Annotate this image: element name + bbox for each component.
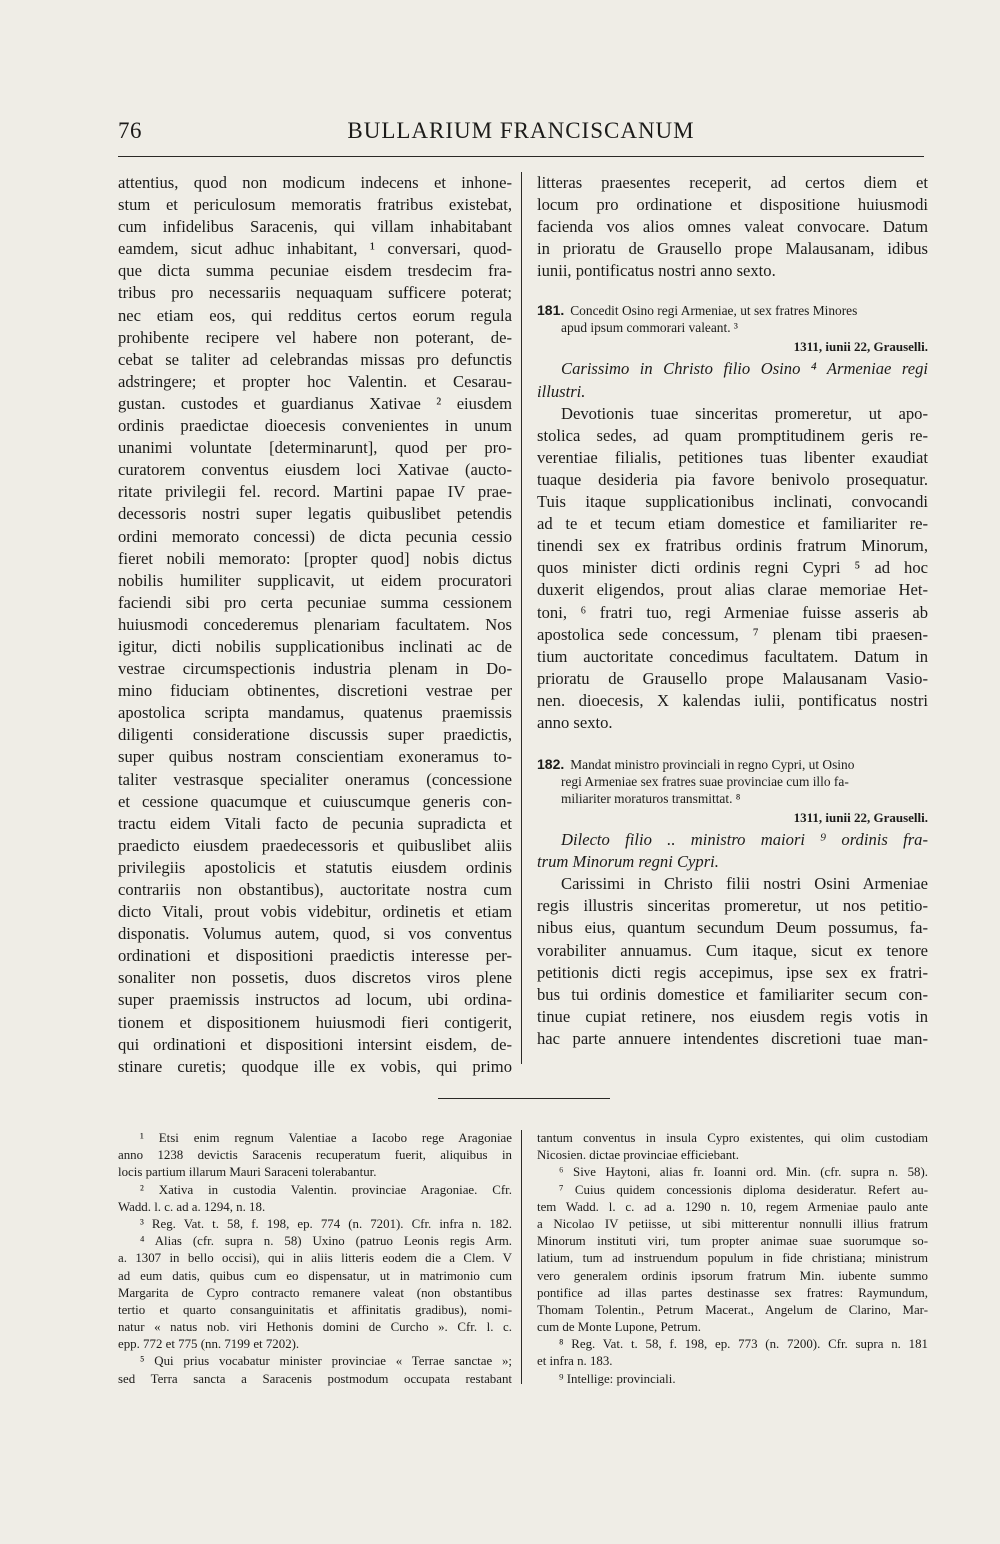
text-line: nen. dioecesis, X kalendas iulii, pontificatus nostri bbox=[537, 690, 928, 710]
page-number: 76 bbox=[118, 118, 142, 143]
footnote-line: Margarita de Cypro contracto remanere valeat (non obstantibus bbox=[118, 1285, 512, 1300]
left-column bbox=[118, 172, 512, 1078]
footnote-line: latium, tum ad instruendum populum in fide christiana; ministrum bbox=[537, 1251, 928, 1266]
text-line: huiusmodi concederemus plenariam facultatem. Nos bbox=[118, 614, 512, 634]
text-line: super praemissis instructos ad locum, ubi ordina- bbox=[118, 990, 512, 1010]
text-line: prohibente recipere vel habere non poterant, de- bbox=[118, 327, 512, 347]
footnote-line: ad eum datis, quibus cum eo dispensatur, ut in matrimonio cum bbox=[118, 1268, 512, 1283]
text-line: taliter vestrasque specialiter oneramus (concessione bbox=[118, 769, 512, 789]
text-line: stum et periculosum memoratis fratribus existebat, bbox=[118, 195, 512, 215]
footnote-column-divider bbox=[521, 1130, 522, 1384]
text-line: apostolica scripta mandamus, quatenus praemissis bbox=[118, 703, 512, 723]
entry-number: 181. bbox=[537, 302, 565, 319]
text-line: tractu eidem Vitali facto de pecunia supradicta et bbox=[118, 813, 512, 833]
footnote-line: ⁵ Qui prius vocabatur minister provinciae « Terrae sanctae »; bbox=[140, 1354, 512, 1369]
entry-summary-line bbox=[537, 302, 928, 319]
footnote-line: ¹ Etsi enim regnum Valentiae a Iacobo rege Aragoniae bbox=[140, 1131, 512, 1145]
text-line: adstringere; et propter hoc Valentin. et Cesarau- bbox=[118, 371, 512, 391]
text-line: ritate privilegii fel. record. Martini papae IV prae- bbox=[118, 482, 512, 502]
text-line: faciendi sibi pro certa pecuniae summa cessionem bbox=[118, 592, 512, 612]
text-line: dicto Vitali, prout vobis videbitur, ordinetis et etiam bbox=[118, 902, 512, 922]
footnote-line: ⁴ Alias (cfr. supra n. 58) Uxino (patruo Leonis regis Arm. bbox=[140, 1234, 512, 1249]
footnotes-left bbox=[118, 1130, 512, 1388]
footnote-line: locis partium illarum Mauri Saraceni tolerabantur. bbox=[118, 1165, 377, 1180]
footnote-line: tem Wadd. l. c. ad a. 1290 n. 10, regem Armeniae paulo ante bbox=[537, 1199, 928, 1214]
text-line: disponatis. Volumus autem, quod, si vos conventus bbox=[118, 924, 512, 944]
text-line: Tuis itaque supplicationibus inclinati, convocandi bbox=[537, 492, 928, 512]
text-line: unanimi voluntate [determinarunt], quod per pro- bbox=[118, 438, 512, 458]
text-line: hac parte annuere intendentes discretioni tuae man- bbox=[537, 1028, 928, 1048]
text-line: decessoris nostri super legatis quibuslibet petendis bbox=[118, 504, 512, 524]
column-divider bbox=[521, 172, 522, 1064]
running-title: BULLARIUM FRANCISCANUM bbox=[347, 118, 695, 143]
footnote-line: ² Xativa in custodia Valentin. provinciae Aragoniae. Cfr. bbox=[140, 1182, 512, 1197]
text-line: ordini memorato concessi) de dicta pecunia cessio bbox=[118, 526, 512, 546]
text-line: regis illustris sinceritas promeretur, ut nos petitio- bbox=[537, 896, 928, 916]
entry-address: illustri. bbox=[537, 381, 586, 401]
text-line: petitionis dicti regis accepimus, ipse sex ex fratri- bbox=[537, 962, 928, 982]
entry-summary-text: Concedit Osino regi Armeniae, ut sex fratres Minores bbox=[570, 303, 858, 319]
text-line: praedicto eiusdem praedecessoris et quibuslibet aliis bbox=[118, 835, 512, 855]
right-column bbox=[537, 172, 928, 1050]
footnote-line: tantum conventus in insula Cypro existentes, qui olim custodiam bbox=[537, 1131, 928, 1145]
text-line: mino fiduciam obtinentes, discretioni vestrae per bbox=[118, 681, 512, 701]
text-line: ordinis praedictae dioecesis convenientes in unum bbox=[118, 416, 512, 436]
footnote-line: a Nicolao IV petiisse, ut sibi mitterentur nonnulli illius fratrum bbox=[537, 1216, 928, 1231]
text-line: tuaque desideria pia favore benivolo prosequatur. bbox=[537, 469, 928, 489]
entry-summary-line: apud ipsum commorari valeant. ³ bbox=[561, 320, 738, 336]
footnotes-right bbox=[537, 1130, 928, 1388]
text-line: anno sexto. bbox=[537, 712, 613, 732]
text-line: ordinationi et dispositioni praedictis interesse per- bbox=[118, 946, 512, 966]
footnote-line: Nicosien. dictae provinciae efficiebant. bbox=[537, 1148, 739, 1163]
spacer bbox=[537, 282, 928, 302]
footnote-line: ⁶ Sive Haytoni, alias fr. Ioanni ord. Min. (cfr. supra n. 58). bbox=[559, 1165, 928, 1180]
text-line: vestrae circumspectionis industria plenam in Do- bbox=[118, 659, 512, 679]
entry-date: 1311, iunii 22, Grauselli. bbox=[793, 810, 928, 826]
footnote-line: vero generalem ordinis ipsorum fratrum Min. iubente summo bbox=[537, 1268, 928, 1283]
entry-number: 182. bbox=[537, 756, 565, 773]
page-header bbox=[118, 118, 924, 152]
text-line: nibus eius, quantum secundum Deum possumus, fa- bbox=[537, 918, 928, 938]
footnote-line: Minorum instituti viri, tum propter animae suae suorumque so- bbox=[537, 1234, 928, 1249]
entry-address: Carissimo in Christo filio Osino ⁴ Armeniae regi bbox=[561, 359, 928, 379]
text-line: quos minister dicti ordinis regni Cypri ⁵ ad hoc bbox=[537, 558, 928, 578]
entry-summary-line bbox=[537, 756, 928, 773]
text-line: attentius, quod non modicum indecens et inhone- bbox=[118, 173, 512, 192]
text-line: tionem et dispositionem huiusmodi fieri contigerit, bbox=[118, 1012, 512, 1032]
footnote-line: epp. 772 et 775 (nn. 7199 et 7202). bbox=[118, 1337, 300, 1352]
text-line: curatorem conventus eiusdem loci Xativae (aucto- bbox=[118, 460, 512, 480]
text-line: tium auctoritate concedimus facultatem. Datum in bbox=[537, 646, 928, 666]
text-line: cebat se taliter ad celebrandas missas pro defunctis bbox=[118, 349, 512, 369]
text-line: contrariis non obstantibus), auctoritate nostra cum bbox=[118, 880, 512, 899]
text-line: et cessione quacumque et cuiuscumque generis con- bbox=[118, 791, 512, 811]
footnote-line: a. 1307 in bello occisi), qui in aliis litteris eodem die a Clem. V bbox=[118, 1251, 512, 1266]
footnote-line: cum de Monte Lupone, Petrum. bbox=[537, 1320, 701, 1335]
entry-summary-line: miliariter moraturos transmittat. ⁸ bbox=[561, 791, 741, 807]
text-line: gustan. custodes et guardianus Xativae ² eiusdem bbox=[118, 393, 512, 413]
text-line: fieret nobili memorato: [propter quod] nobis dictus bbox=[118, 548, 512, 568]
text-line: tribus pro necessariis nequaquam sufficere poterat; bbox=[118, 283, 512, 303]
text-line: iunii, pontificatus nostri anno sexto. bbox=[537, 261, 776, 281]
header-rule bbox=[118, 156, 924, 157]
text-line: eamdem, sicut adhuc inhabitant, ¹ conversari, quod- bbox=[118, 239, 512, 259]
text-line: litteras praesentes receperit, ad certos diem et bbox=[537, 173, 928, 192]
entry-summary-text: Mandat ministro provinciali in regno Cypri, ut Osino bbox=[570, 757, 855, 773]
footnote-line: ⁹ Intellige: provinciali. bbox=[559, 1371, 676, 1386]
footnote-line: Thomam Tolentin., Petrum Macerat., Angelum de Clarino, Mar- bbox=[537, 1302, 928, 1317]
text-line: ad te et tecum etiam domestice et familiariter re- bbox=[537, 514, 928, 534]
text-line: vorabiliter annuamus. Cum itaque, sicut ex tenore bbox=[537, 940, 928, 960]
footnote-line: pontifice ad illas partes destinasse sex fratres: Raymundum, bbox=[537, 1285, 928, 1300]
footnote-line: sed Terra sancta a Saracenis postmodum occupata restabant bbox=[118, 1371, 512, 1386]
text-line: super quibus nostram conscientiam exoneramus to- bbox=[118, 747, 512, 767]
text-line: nec etiam eos, qui redditus certos eorum regula bbox=[118, 305, 512, 325]
text-line: verentiae filialis, petitiones tuas libenter exaudiat bbox=[537, 447, 928, 467]
text-line: prioratu de Grausello prope Malausanam Vasio- bbox=[537, 668, 928, 688]
entry-summary-line: regi Armeniae sex fratres suae provinciae cum illo fa- bbox=[561, 774, 849, 790]
text-line: stinare curetis; quodque ille ex vobis, qui primo bbox=[118, 1056, 512, 1076]
spacer bbox=[537, 734, 928, 756]
text-line: locum pro ordinatione et dispositione huiusmodi bbox=[537, 195, 928, 215]
footnote-line: et infra n. 183. bbox=[537, 1354, 613, 1369]
text-line: cum infidelibus Saracenis, qui villam inhabitabant bbox=[118, 217, 512, 237]
footnote-line: ⁷ Cuius quidem concessionis diploma desideratur. Refert au- bbox=[559, 1182, 928, 1197]
text-line: apostolica sede concessum, ⁷ plenam tibi praesen- bbox=[537, 624, 928, 644]
text-line: tinendi sex ex fratribus ordinis fratrum Minorum, bbox=[537, 536, 928, 556]
footnote-rule bbox=[438, 1098, 610, 1099]
footnote-line: ³ Reg. Vat. t. 58, f. 198, ep. 774 (n. 7201). Cfr. infra n. 182. bbox=[140, 1216, 512, 1231]
entry-182 bbox=[537, 756, 928, 1050]
text-line: tinue cupiat retinere, nos eiusdem regis votis in bbox=[537, 1006, 928, 1026]
text-line: facienda vos alios omnes valeat convocare. Datum bbox=[537, 217, 928, 237]
entry-date: 1311, iunii 22, Grauselli. bbox=[793, 339, 928, 355]
text-line: duxerit eligendos, prout alias clarae memoriae Het- bbox=[537, 580, 928, 600]
text-line: nobilis humiliter supplicavit, ut eidem procuratori bbox=[118, 570, 512, 590]
text-line: qui ordinationi et dispositioni intersint eisdem, de- bbox=[118, 1034, 512, 1054]
entry-address: trum Minorum regni Cypri. bbox=[537, 852, 719, 872]
footnote-line: natur « natus nob. viri Hethonis domini de Curcho ». Cfr. l. c. bbox=[118, 1320, 512, 1335]
footnote-line: tertio et quarto consanguinitatis et affinitatis gradibus), nomi- bbox=[118, 1302, 512, 1317]
text-line: diligenti consideratione discussis super praedictis, bbox=[118, 725, 512, 745]
entry-address: Dilecto filio .. ministro maiori ⁹ ordinis fra- bbox=[561, 830, 928, 850]
text-line: Carissimi in Christo filii nostri Osini Armeniae bbox=[561, 874, 928, 894]
text-line: Devotionis tuae sinceritas promeretur, ut apo- bbox=[561, 403, 928, 423]
text-line: que dicta summa pecuniae eisdem tresdecim fra- bbox=[118, 261, 512, 281]
footnote-line: Wadd. l. c. ad a. 1294, n. 18. bbox=[118, 1199, 266, 1214]
text-line: stolica sedes, ad quam promptitudinem geris re- bbox=[537, 425, 928, 445]
text-line: bus tui ordinis domestice et familiariter secum con- bbox=[537, 984, 928, 1004]
text-line: in prioratu de Grausello prope Malausanam, idibus bbox=[537, 239, 928, 259]
text-line: toni, ⁶ fratri tuo, regi Armeniae fuisse asseris ab bbox=[537, 602, 928, 622]
footnote-line: anno 1238 devictis Saracenis recuperatum fuerit, aliquibus in bbox=[118, 1148, 512, 1163]
entry-181 bbox=[537, 302, 928, 734]
text-line: igitur, dicti nobilis supplicationibus inclinati ac de bbox=[118, 636, 512, 656]
text-line: privilegiis apostolicis et statutis eiusdem ordinis bbox=[118, 857, 512, 877]
footnote-line: ⁸ Reg. Vat. t. 58, f. 198, ep. 773 (n. 7200). Cfr. supra n. 181 bbox=[559, 1337, 928, 1352]
text-line: sonaliter non possetis, duos discretos viros plene bbox=[118, 968, 512, 988]
